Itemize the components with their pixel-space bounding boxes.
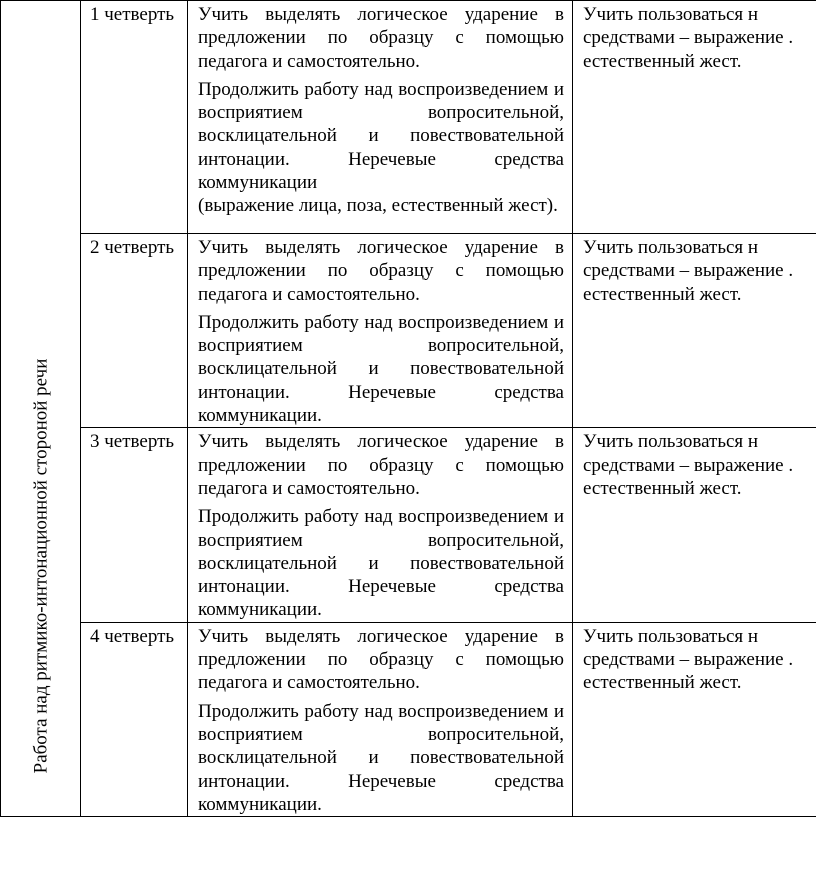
section-label: Работа над ритмико-интонационной стороной речи [30,358,52,774]
extra-line-2: средствами – выражение . [583,649,794,671]
quarter-cell: 4 четверть [81,622,188,816]
extra-line-1 [583,625,816,648]
extra-word-2: пользоваться [637,237,744,258]
table-row [1,428,816,622]
goal-cell [188,622,573,816]
work-text: Продолжить работу над воспроизведением и восприятием вопросительной, восклицательной и повествовательной интонации. Неречевые средства коммуникации [198,78,564,194]
extra-line-3: естественный жест. [583,672,742,694]
extra-word-1: Учить [583,431,634,453]
work-text: Продолжить работу над воспроизведением и восприятием вопросительной, восклицательной и повествовательной интонации. Неречевые средства коммуникации. [198,700,564,815]
extra-line-1 [583,236,816,259]
extra-word-3: н [747,431,759,453]
goal-text: Учить выделять логическое ударение в предложении по образцу с помощью педагога и самостоятельно. [198,431,564,499]
extra-line-2: средствами – выражение . [583,260,794,282]
extra-line-2: средствами – выражение . [583,454,794,476]
table-row [1,622,816,816]
extra-word-2: пользоваться [637,431,744,453]
extra-line-2: средствами – выражение . [583,27,794,49]
quarter-cell: 1 четверть [81,1,188,234]
extra-cell [573,1,816,234]
extra-word-2: пользоваться [637,4,744,25]
extra-word-3: н [747,4,759,25]
section-cell [1,1,81,817]
extra-word-2: пользоваться [637,625,744,647]
quarter-cell: 2 четверть [81,234,188,428]
goal-text: Учить выделять логическое ударение в предложении по образцу с помощью педагога и самостоятельно. [198,4,564,72]
work-text: Продолжить работу над воспроизведением и восприятием вопросительной, восклицательной и повествовательной интонации. Неречевые средства коммуникации. [198,311,564,427]
extra-cell [573,234,816,428]
goal-cell [188,234,573,428]
goal-text: Учить выделять логическое ударение в предложении по образцу с помощью педагога и самостоятельно. [198,625,564,694]
table-row [1,234,816,428]
goal-cell [188,428,573,622]
extra-word-3: н [747,237,759,258]
extra-word-1: Учить [583,4,634,25]
extra-line-1 [583,430,816,453]
extra-cell [573,428,816,622]
quarter-cell: 3 четверть [81,428,188,622]
extra-line-1 [583,3,816,26]
extra-line-3: естественный жест. [583,50,742,72]
extra-line-3: естественный жест. [583,283,742,305]
table-row [1,1,816,234]
goal-cell [188,1,573,234]
extra-word-3: н [747,625,759,647]
extra-word-1: Учить [583,625,634,647]
goal-text: Учить выделять логическое ударение в предложении по образцу с помощью педагога и самостоятельно. [198,237,564,305]
work-text: Продолжить работу над воспроизведением и восприятием вопросительной, восклицательной и повествовательной интонации. Неречевые средства коммуникации. [198,506,564,621]
work-extra-text: (выражение лица, поза, естественный жест). [198,195,558,217]
extra-line-3: естественный жест. [583,477,742,499]
extra-cell [573,622,816,816]
extra-word-1: Учить [583,237,634,258]
